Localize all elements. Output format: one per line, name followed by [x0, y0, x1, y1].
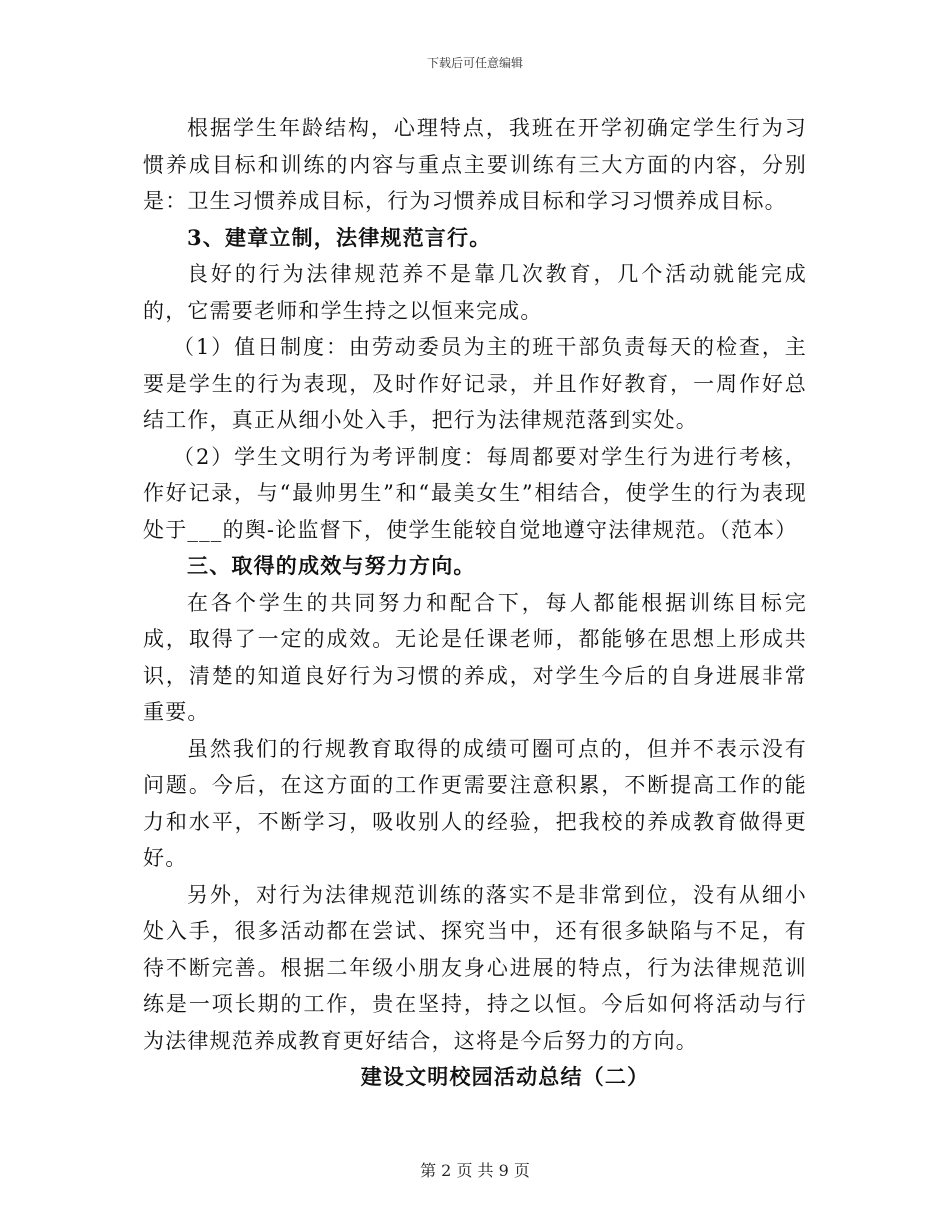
paragraph-evaluation-system: （2）学生文明行为考评制度：每周都要对学生行为进行考核，作好记录，与“最帅男生”和“最美女生”相结合，使学生的行为表现处于___的舆-论监督下，使学生能较自觉地遵守法律规范。（范本）: [143, 444, 807, 542]
section-title: 建设文明校园活动总结（二）: [360, 1064, 650, 1089]
heading-rules: 3、建章立制，法律规范言行。: [187, 224, 492, 250]
heading-results: 三、取得的成效与努力方向。: [187, 553, 476, 578]
document-body: [143, 110, 807, 1096]
page-header: 下载后可任意编辑: [426, 56, 523, 70]
paragraph-habit-goals: 根据学生年龄结构，心理特点，我班在开学初确定学生行为习惯养成目标和训练的内容与重点主要训练有三大方面的内容，分别是：卫生习惯养成目标，行为习惯养成目标和学习习惯养成目标。: [143, 116, 807, 213]
paragraph-achievements: 在各个学生的共同努力和配合下，每人都能根据训练目标完成，取得了一定的成效。无论是任课老师，都能够在思想上形成共识，清楚的知道良好行为习惯的养成，对学生今后的自身进展非常重要。: [143, 590, 807, 724]
paragraph-duty-system: （1）值日制度：由劳动委员为主的班干部负责每天的检查，主要是学生的行为表现，及时作好记录，并且作好教育，一周作好总结工作，真正从细小处入手，把行为法律规范落到实处。: [143, 335, 807, 432]
paragraph-future-work: 虽然我们的行规教育取得的成绩可圈可点的，但并不表示没有问题。今后，在这方面的工作更需要注意积累，不断提高工作的能力和水平，不断学习，吸收别人的经验，把我校的养成教育做得更好。: [143, 736, 807, 870]
page-footer: 第 2 页 共 9 页: [420, 1161, 530, 1180]
paragraph-persistence: 良好的行为法律规范养不是靠几次教育，几个活动就能完成的，它需要老师和学生持之以恒来完成。: [143, 262, 807, 323]
paragraph-shortcomings: 另外，对行为法律规范训练的落实不是非常到位，没有从细小处入手，很多活动都在尝试、探究当中，还有很多缺陷与不足，有待不断完善。根据二年级小朋友身心进展的特点，行为法律规范训练是一项长期的工作，贵在坚持，持之以恒。今后如何将活动与行为法律规范养成教育更好结合，这将是今后努力的方向。: [143, 882, 807, 1053]
